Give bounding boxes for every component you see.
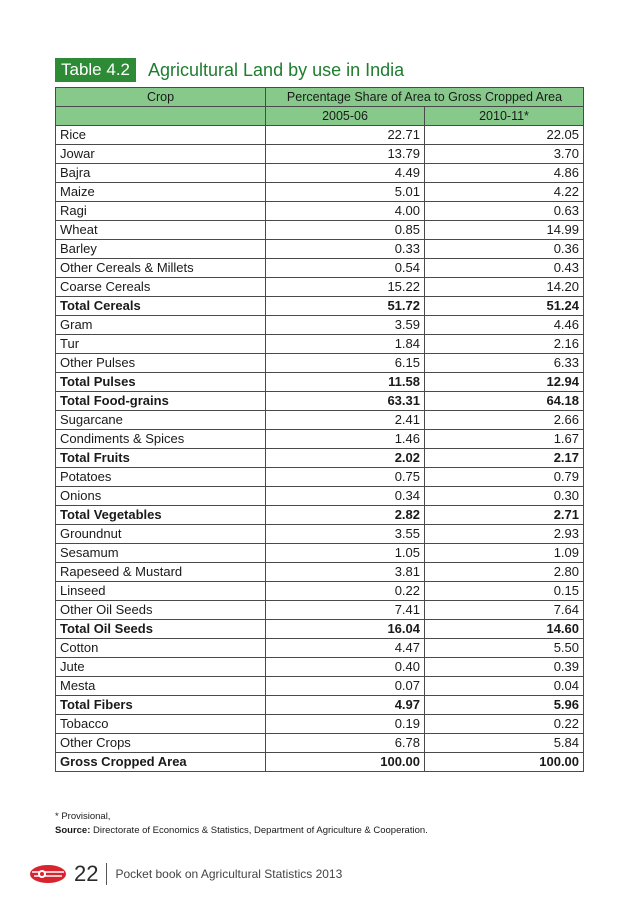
table-row	[56, 677, 584, 696]
crop-cell: Rapeseed & Mustard	[56, 563, 266, 582]
value-2010-cell: 3.70	[425, 145, 584, 164]
year-header-2010: 2010-11*	[425, 107, 584, 126]
table-row	[56, 411, 584, 430]
value-2005-cell: 3.55	[266, 525, 425, 544]
crop-cell: Coarse Cereals	[56, 278, 266, 297]
value-2005-cell: 3.59	[266, 316, 425, 335]
footer-divider	[106, 863, 107, 885]
value-2010-cell: 14.99	[425, 221, 584, 240]
value-2010-cell: 12.94	[425, 373, 584, 392]
value-2005-cell: 63.31	[266, 392, 425, 411]
table-row	[56, 734, 584, 753]
value-2010-cell: 5.84	[425, 734, 584, 753]
value-2010-cell: 22.05	[425, 126, 584, 145]
value-2005-cell: 15.22	[266, 278, 425, 297]
value-2005-cell: 0.75	[266, 468, 425, 487]
table-row	[56, 316, 584, 335]
table-row	[56, 753, 584, 772]
value-2010-cell: 1.67	[425, 430, 584, 449]
table-row	[56, 715, 584, 734]
value-2010-cell: 0.39	[425, 658, 584, 677]
value-2005-cell: 51.72	[266, 297, 425, 316]
value-2010-cell: 0.30	[425, 487, 584, 506]
crop-cell: Tur	[56, 335, 266, 354]
crop-cell: Wheat	[56, 221, 266, 240]
page-footer	[28, 860, 342, 888]
value-2005-cell: 0.40	[266, 658, 425, 677]
table-row	[56, 278, 584, 297]
crop-cell: Groundnut	[56, 525, 266, 544]
crop-cell: Cotton	[56, 639, 266, 658]
crop-cell: Rice	[56, 126, 266, 145]
publication-logo-icon	[28, 862, 68, 886]
table-row	[56, 563, 584, 582]
crop-cell: Maize	[56, 183, 266, 202]
crop-cell: Gram	[56, 316, 266, 335]
value-2005-cell: 2.82	[266, 506, 425, 525]
value-2010-cell: 0.79	[425, 468, 584, 487]
crop-cell: Other Crops	[56, 734, 266, 753]
crop-cell: Jute	[56, 658, 266, 677]
value-2005-cell: 2.41	[266, 411, 425, 430]
value-2005-cell: 1.46	[266, 430, 425, 449]
blank-header-cell	[56, 107, 266, 126]
value-2005-cell: 1.05	[266, 544, 425, 563]
year-header-2005: 2005-06	[266, 107, 425, 126]
value-2005-cell: 4.00	[266, 202, 425, 221]
table-row	[56, 126, 584, 145]
crop-cell: Total Food-grains	[56, 392, 266, 411]
value-2010-cell: 100.00	[425, 753, 584, 772]
value-2010-cell: 0.36	[425, 240, 584, 259]
table-row	[56, 544, 584, 563]
value-2005-cell: 1.84	[266, 335, 425, 354]
value-2005-cell: 0.22	[266, 582, 425, 601]
value-2005-cell: 0.33	[266, 240, 425, 259]
crop-cell: Onions	[56, 487, 266, 506]
value-2010-cell: 2.16	[425, 335, 584, 354]
table-body	[56, 126, 584, 772]
value-2010-cell: 2.66	[425, 411, 584, 430]
value-2010-cell: 64.18	[425, 392, 584, 411]
crop-cell: Linseed	[56, 582, 266, 601]
value-2005-cell: 0.54	[266, 259, 425, 278]
table-row	[56, 202, 584, 221]
source-text: Directorate of Economics & Statistics, Department of Agriculture & Cooperation.	[93, 825, 428, 836]
table-row	[56, 183, 584, 202]
value-2005-cell: 0.19	[266, 715, 425, 734]
page-number: 22	[74, 861, 99, 886]
table-row	[56, 335, 584, 354]
footnote	[55, 810, 428, 838]
table-row	[56, 430, 584, 449]
value-2005-cell: 22.71	[266, 126, 425, 145]
crop-cell: Tobacco	[56, 715, 266, 734]
value-2010-cell: 2.93	[425, 525, 584, 544]
value-2010-cell: 0.43	[425, 259, 584, 278]
value-2005-cell: 4.49	[266, 164, 425, 183]
value-2005-cell: 6.78	[266, 734, 425, 753]
value-2010-cell: 0.22	[425, 715, 584, 734]
table-row	[56, 240, 584, 259]
header-row	[56, 88, 584, 107]
value-2005-cell: 11.58	[266, 373, 425, 392]
value-2005-cell: 4.97	[266, 696, 425, 715]
value-2010-cell: 5.96	[425, 696, 584, 715]
provisional-note: * Provisional,	[55, 811, 111, 822]
crop-cell: Jowar	[56, 145, 266, 164]
crop-cell: Other Pulses	[56, 354, 266, 373]
crop-cell: Ragi	[56, 202, 266, 221]
table-row	[56, 582, 584, 601]
table-row	[56, 658, 584, 677]
table-row	[56, 373, 584, 392]
data-table	[55, 87, 584, 772]
value-2005-cell: 0.07	[266, 677, 425, 696]
value-2005-cell: 0.34	[266, 487, 425, 506]
value-2010-cell: 1.09	[425, 544, 584, 563]
table-row	[56, 506, 584, 525]
crop-cell: Total Oil Seeds	[56, 620, 266, 639]
value-2005-cell: 0.85	[266, 221, 425, 240]
table-row	[56, 449, 584, 468]
value-2005-cell: 4.47	[266, 639, 425, 658]
crop-cell: Sesamum	[56, 544, 266, 563]
value-2005-cell: 13.79	[266, 145, 425, 164]
table-row	[56, 601, 584, 620]
crop-cell: Total Vegetables	[56, 506, 266, 525]
value-2010-cell: 0.04	[425, 677, 584, 696]
crop-cell: Sugarcane	[56, 411, 266, 430]
value-2010-cell: 4.22	[425, 183, 584, 202]
value-2010-cell: 14.60	[425, 620, 584, 639]
percentage-group-header: Percentage Share of Area to Gross Cropped Area	[266, 88, 584, 107]
table-row	[56, 259, 584, 278]
value-2005-cell: 5.01	[266, 183, 425, 202]
year-header-row	[56, 107, 584, 126]
table-row	[56, 145, 584, 164]
value-2010-cell: 5.50	[425, 639, 584, 658]
crop-cell: Total Pulses	[56, 373, 266, 392]
crop-cell: Total Fibers	[56, 696, 266, 715]
crop-cell: Mesta	[56, 677, 266, 696]
crop-cell: Total Cereals	[56, 297, 266, 316]
table-row	[56, 392, 584, 411]
crop-column-header: Crop	[56, 88, 266, 107]
crop-cell: Potatoes	[56, 468, 266, 487]
crop-cell: Barley	[56, 240, 266, 259]
value-2005-cell: 3.81	[266, 563, 425, 582]
table-row	[56, 639, 584, 658]
value-2010-cell: 2.17	[425, 449, 584, 468]
table-number-tag: Table 4.2	[55, 58, 136, 82]
table-title-row	[55, 58, 404, 82]
value-2010-cell: 2.71	[425, 506, 584, 525]
source-label: Source:	[55, 825, 91, 836]
crop-cell: Other Oil Seeds	[56, 601, 266, 620]
source-note	[55, 824, 428, 838]
value-2010-cell: 7.64	[425, 601, 584, 620]
table-row	[56, 164, 584, 183]
value-2010-cell: 14.20	[425, 278, 584, 297]
value-2010-cell: 2.80	[425, 563, 584, 582]
crop-cell: Gross Cropped Area	[56, 753, 266, 772]
value-2010-cell: 0.15	[425, 582, 584, 601]
table-row	[56, 468, 584, 487]
table-row	[56, 354, 584, 373]
value-2010-cell: 4.86	[425, 164, 584, 183]
value-2005-cell: 16.04	[266, 620, 425, 639]
value-2005-cell: 6.15	[266, 354, 425, 373]
table-row	[56, 297, 584, 316]
value-2010-cell: 6.33	[425, 354, 584, 373]
crop-cell: Bajra	[56, 164, 266, 183]
value-2010-cell: 51.24	[425, 297, 584, 316]
crop-cell: Other Cereals & Millets	[56, 259, 266, 278]
table-row	[56, 525, 584, 544]
value-2010-cell: 4.46	[425, 316, 584, 335]
table-title: Agricultural Land by use in India	[148, 60, 405, 80]
table-row	[56, 696, 584, 715]
crop-cell: Condiments & Spices	[56, 430, 266, 449]
value-2010-cell: 0.63	[425, 202, 584, 221]
table-row	[56, 221, 584, 240]
table-row	[56, 620, 584, 639]
crop-cell: Total Fruits	[56, 449, 266, 468]
table-row	[56, 487, 584, 506]
value-2005-cell: 100.00	[266, 753, 425, 772]
book-title: Pocket book on Agricultural Statistics 2013	[115, 867, 343, 881]
value-2005-cell: 2.02	[266, 449, 425, 468]
value-2005-cell: 7.41	[266, 601, 425, 620]
